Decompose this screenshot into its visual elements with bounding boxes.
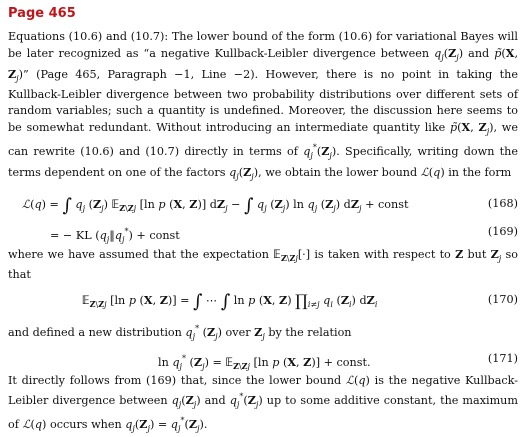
equation-169-number: (169) — [487, 225, 518, 238]
paragraph-intro: Equations (10.6) and (10.7): The lower bound of the form (10.6) for variational Bayes will be later recognized as “a negative Kullback-Leibler divergence between $q_j(Z_j)$ and p̃(X, $Z_j$)” (Page 465, Paragraph −1, Line −2). However, there is no point in taking the Kullback-Leibler divergence between two probability distributions over different sets of random variables; such a quantity is undefined. Moreover, the discussion here seems to be somewhat redundant. Without introducing an intermediate quantity like p̃(X, $Z_j$), we can rewrite (10.6) and (10.7) directly in terms of $q_j^*(Z_j)$. Specifically, writing down the terms dependent on one of the factors $q_j(Z_j)$, we obtain the lower bound ℒ(q) in the form — [8, 30, 519, 181]
equation-171-number: (171) — [487, 352, 518, 365]
equation-170-math: 𝔼$_{Z\backslash Zj}$ [ln p (X, Z)] = ∫ ⋯ ∫ ln p (X, Z) $\prod_{i\ne j}$ $q_i$ $(Z_i)$ $dZ_i$ — [82, 291, 378, 312]
document-page — [8, 6, 518, 437]
equation-169-math: = − KL $(q_j‖q_j^*)$ + const — [50, 227, 180, 244]
page-label: Page 465 — [8, 6, 76, 21]
paragraph-conclusion: It directly follows from (169) that, since the lower bound ℒ(q) is the negative Kullback-Leibler divergence between $q_j(Z_j)$ and $q_j^*(Z_j)$ up to some additive constant, the maximum of ℒ(q) occurs when $q_j(Z_j) = q_j^*(Z_j)$. — [8, 374, 519, 433]
equation-168 — [8, 188, 518, 220]
equation-170-number: (170) — [487, 293, 518, 306]
paragraph-new-distribution: and defined a new distribution $q_j^*$ $(Z_j)$ over $Z_j$ by the relation — [8, 324, 352, 341]
equation-169 — [8, 220, 518, 244]
equation-170 — [8, 283, 518, 321]
equation-168-number: (168) — [487, 197, 518, 210]
equation-168-math: ℒ(q) = ∫ $q_j$ $(Z_j)$ 𝔼$_{Z\backslash Zj}$ [ln p (X, Z)] $dZ_j$ − ∫ $q_j$ $(Z_j)$ $\ln q_j$ $(Z_j) dZ_j$ + const — [22, 195, 409, 216]
equation-171 — [8, 345, 518, 373]
equation-171-math: $\ln q_j^*$ $(Z_j)$ = 𝔼$_{Z\backslash Zj}$ [ln p (X, Z)] + const. — [158, 354, 371, 371]
paragraph-expectation: where we have assumed that the expectation 𝔼$_{Z\backslash Zj}$[·] is taken with respect to Z but $Z_j$ so that — [8, 247, 518, 281]
